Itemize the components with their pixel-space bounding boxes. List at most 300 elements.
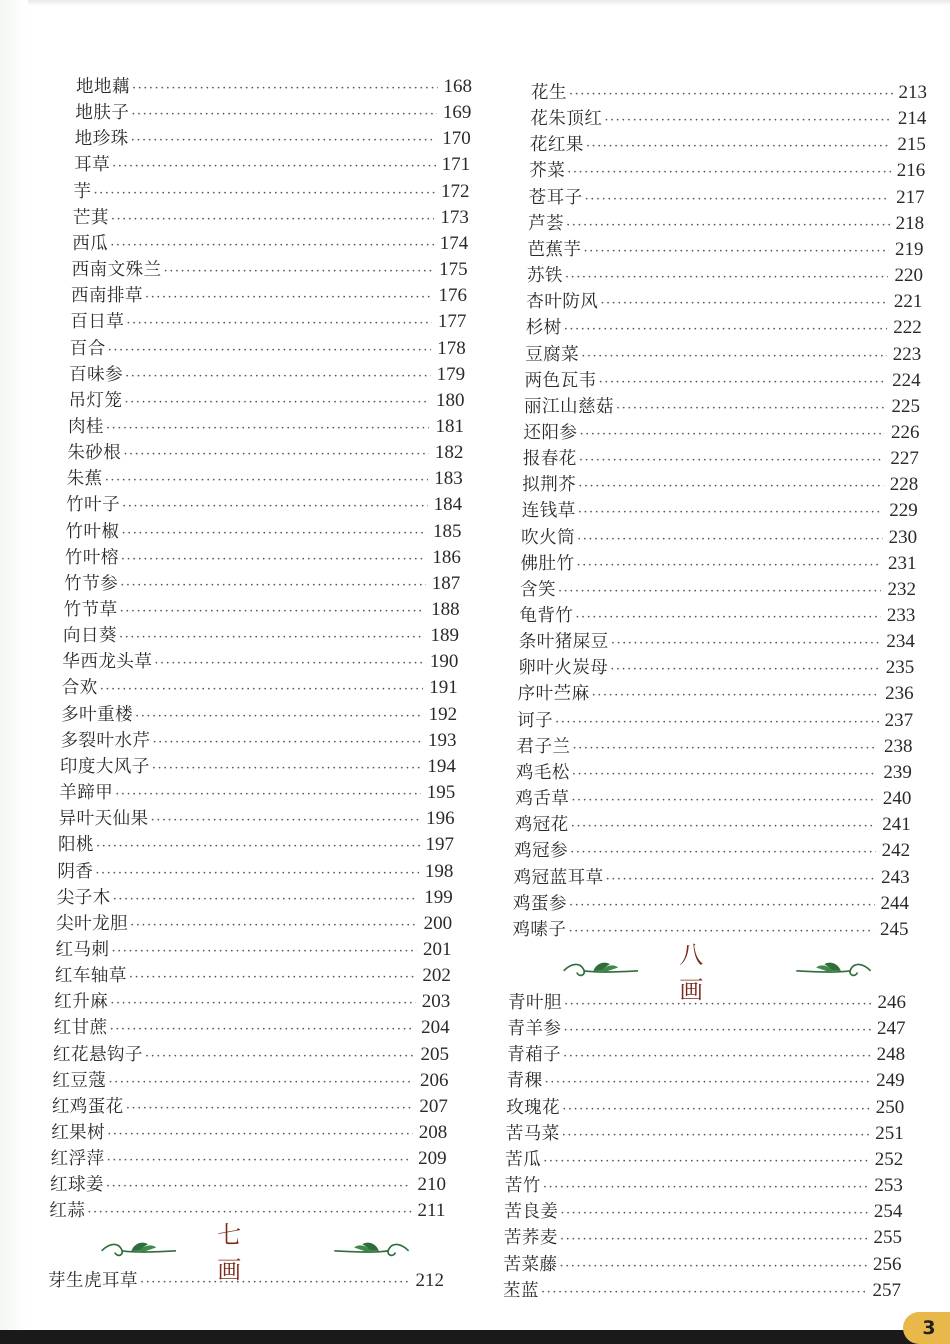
toc-entry [508,1016,906,1042]
entry-page-number: 169 [442,102,472,124]
entry-page-number: 216 [896,160,926,182]
entry-page-number: 231 [888,552,917,574]
toc-entry [522,498,918,524]
entry-page-number: 226 [890,421,920,443]
entry-page-number: 183 [434,468,463,490]
leader-dots [94,181,436,207]
toc-entry [56,937,452,963]
entry-name: 西瓜 [72,233,109,254]
entry-name: 红蒜 [49,1201,86,1222]
toc-entry [59,806,455,832]
entry-page-number: 254 [873,1201,903,1223]
toc-entry [524,394,920,420]
left-margin-decoration [0,0,28,1330]
leader-dots [584,239,890,265]
toc-entry [51,1120,447,1146]
leader-dots [121,521,427,547]
leader-dots [573,736,879,762]
entry-page-number: 220 [894,265,923,287]
entry-name: 芥菜 [529,161,566,182]
toc-entry [68,414,464,440]
page-bottom-bar [0,1330,950,1344]
entry-page-number: 213 [898,82,927,103]
entry-page-number: 177 [437,311,467,333]
page-number: 3 [922,1317,936,1339]
vine-ornament-left-icon [100,1235,179,1265]
toc-entry [515,786,911,812]
entry-page-number: 225 [891,395,921,417]
leader-dots [125,390,431,416]
entry-name: 西南文殊兰 [71,260,162,281]
leader-dots [126,1096,414,1122]
toc-entry [69,388,465,414]
toc-entry [515,812,911,838]
toc-entry [63,623,459,649]
leader-dots [112,154,436,180]
entry-name: 君子兰 [516,736,571,757]
toc-entry [525,342,921,368]
entry-name: 羊蹄甲 [59,783,114,804]
leader-dots [569,893,875,919]
entry-name: 佛肚竹 [520,553,575,574]
toc-entry [504,1225,902,1251]
leader-dots [560,1227,868,1253]
entry-page-number: 227 [890,448,919,470]
toc-entry [505,1173,903,1199]
entry-name: 印度大风子 [59,756,150,777]
entry-name: 青稞 [506,1071,543,1092]
entry-name: 两色瓦韦 [524,370,597,391]
entry-page-number: 208 [418,1122,448,1143]
entry-name: 玫瑰花 [506,1097,561,1118]
entry-name: 苦竹 [504,1176,541,1197]
leader-dots [131,128,437,154]
leader-dots [154,651,424,677]
entry-page-number: 170 [442,128,471,150]
entry-page-number: 239 [883,761,912,783]
entry-page-number: 171 [441,154,471,176]
entry-page-number: 238 [884,735,913,757]
toc-entry [57,859,453,885]
section-title-seven: 七 画 [217,1221,262,1284]
entry-name: 吊灯笼 [68,390,123,411]
toc-entry [55,963,451,989]
entry-page-number: 223 [892,343,922,365]
toc-entry [61,702,457,728]
leader-dots [120,599,426,625]
entry-page-number: 212 [415,1270,444,1291]
toc-entry [519,603,915,629]
toc-entry [522,472,918,498]
vine-ornament-right-icon [331,1235,410,1265]
entry-name: 鸡冠蓝耳草 [513,867,604,888]
entry-page-number: 206 [419,1069,449,1091]
toc-entry [61,728,457,754]
leader-dots [579,448,885,474]
toc-entry [75,126,471,152]
entry-name: 向日葵 [62,626,117,647]
entry-name: 还阳参 [523,422,578,443]
entry-name: 苦菜藤 [503,1254,558,1275]
entry-name: 报春花 [522,449,577,470]
entry-name: 竹叶榕 [64,547,119,568]
toc-entry [526,289,922,315]
entry-name: 芽生虎耳草 [48,1271,138,1291]
leader-dots [145,285,433,311]
leader-dots [541,1280,867,1306]
toc-entry [60,754,456,780]
toc-entry [64,571,460,597]
leader-dots [107,1122,413,1148]
entry-name: 西南排草 [71,286,144,307]
toc-entry [528,237,924,263]
toc-entry [527,263,923,289]
toc-entry [530,106,926,132]
entry-name: 豆腐菜 [525,344,580,365]
toc-entry [64,597,460,623]
entry-name: 红鸡蛋花 [51,1096,124,1117]
entry-page-number: 194 [427,755,456,777]
entry-page-number: 184 [433,494,463,516]
entry-name: 红花悬钩子 [53,1044,144,1065]
toc-entry [62,675,458,701]
toc-entry [518,655,914,681]
entry-page-number: 251 [875,1122,904,1144]
entry-name: 尖子木 [56,887,111,908]
leader-dots [135,704,423,730]
toc-entry [514,865,910,891]
entry-name: 青叶胆 [508,993,562,1013]
leader-dots [129,965,417,991]
toc-entry [66,492,462,518]
entry-name: 连钱草 [521,501,576,522]
toc-entry [54,1015,450,1041]
entry-page-number: 168 [443,76,472,97]
leader-dots [113,887,419,913]
vine-ornament-left-icon [562,955,641,985]
leader-dots [108,1070,414,1096]
leader-dots [600,291,888,317]
toc-entry [529,185,925,211]
entry-name: 含笑 [519,579,556,600]
entry-page-number: 247 [877,1018,906,1040]
entry-name: 竹节参 [64,573,119,594]
toc-entry [65,519,461,545]
entry-page-number: 201 [423,938,452,960]
entry-page-number: 192 [428,703,458,725]
entry-page-number: 179 [436,363,466,385]
toc-entry [516,760,912,786]
leader-dots [543,1175,869,1201]
entry-name: 地肤子 [75,103,130,124]
entry-page-number: 207 [419,1095,448,1117]
entry-name: 苍耳子 [528,187,583,208]
leader-dots [153,730,423,756]
leader-dots [571,814,877,840]
entry-name: 红球姜 [49,1175,104,1196]
toc-entry [56,911,452,937]
leader-dots [121,547,427,573]
entry-page-number: 257 [872,1279,902,1301]
section-header-eight-strokes [562,941,872,1004]
entry-page-number: 211 [417,1200,446,1222]
toc-entry [520,577,916,603]
entry-page-number: 243 [881,866,910,888]
entry-page-number: 180 [436,389,465,411]
entry-page-number: 242 [881,840,911,862]
entry-page-number: 196 [426,808,455,830]
entry-page-number: 181 [435,415,464,437]
entry-page-number: 175 [439,259,468,281]
entry-page-number: 222 [893,317,922,339]
leader-dots [119,625,425,651]
leader-dots [545,1070,871,1096]
entry-page-number: 195 [426,782,456,804]
entry-name: 红果树 [51,1123,106,1143]
toc-entry [62,649,458,675]
entry-name: 条叶猪屎豆 [518,632,609,653]
entry-name: 鸡嗉子 [512,919,567,940]
toc-entry [67,440,463,466]
leader-dots [606,867,876,893]
entry-name: 尖叶龙胆 [56,913,129,934]
toc-entry [72,231,468,257]
entry-name: 苤蓝 [503,1280,540,1301]
leader-dots [120,573,426,599]
toc-entry [523,420,919,446]
entry-page-number: 219 [895,238,924,260]
toc-entry [531,80,927,106]
entry-name: 苦良姜 [504,1202,559,1223]
leader-dots [592,683,880,709]
entry-page-number: 228 [889,474,919,496]
leader-dots [95,861,419,887]
toc-entry [53,1042,449,1068]
entry-name: 鸡冠花 [514,815,569,836]
entry-page-number: 217 [896,186,925,208]
entry-name: 阳桃 [58,835,95,856]
entry-name: 百味参 [69,364,124,385]
leader-dots [106,1174,412,1200]
entry-page-number: 191 [429,677,458,699]
leader-dots [151,808,421,834]
entry-page-number: 234 [886,631,915,653]
entry-name: 竹叶子 [66,495,121,516]
entry-name: 百合 [69,338,106,359]
entry-name: 百日草 [70,312,125,333]
entry-page-number: 236 [885,683,914,705]
entry-name: 苏铁 [526,266,563,287]
leader-dots [105,468,429,494]
leader-dots [110,991,416,1017]
entry-name: 杉树 [525,318,562,339]
entry-name: 肉桂 [67,416,104,437]
vine-ornament-right-icon [793,955,872,985]
toc-entry [514,838,910,864]
leader-dots [558,579,882,605]
entry-page-number: 205 [420,1043,450,1065]
toc-entry [72,257,468,283]
entry-name: 芦荟 [528,213,565,234]
entry-name: 苦马菜 [505,1123,560,1144]
entry-name: 异叶天仙果 [58,809,149,830]
leader-dots [555,710,879,736]
toc-entry [65,545,461,571]
entry-name: 地珍珠 [74,129,129,150]
entry-name: 青羊参 [507,1019,562,1040]
leader-dots [611,631,881,657]
toc-entry [506,1121,904,1147]
leader-dots [571,788,877,814]
leader-dots [581,344,887,370]
entry-name: 鸡蛋参 [513,893,568,914]
entry-page-number: 197 [425,834,455,856]
toc-entry [504,1199,902,1225]
entry-name: 红浮萍 [50,1149,105,1170]
entry-name: 阴香 [57,861,94,882]
entry-name: 多叶重楼 [61,704,134,725]
entry-name: 苦瓜 [505,1149,542,1170]
leader-dots [616,396,886,422]
leader-dots [111,207,435,233]
toc-entry [523,446,919,472]
leader-dots [577,527,883,553]
leader-dots [123,442,429,468]
entry-page-number: 202 [422,965,451,987]
toc-entry [74,152,470,178]
entry-name: 吹火筒 [521,527,576,548]
entry-page-number: 198 [424,860,454,882]
entry-page-number: 214 [897,108,927,130]
entry-page-number: 209 [418,1148,447,1170]
entry-name: 鸡毛松 [515,762,570,783]
leader-dots [106,416,430,442]
entry-name: 华西龙头草 [62,652,153,673]
entry-name: 竹节草 [63,600,118,620]
leader-dots [570,840,876,866]
entry-page-number: 249 [876,1070,905,1092]
entry-name: 多裂叶水芹 [60,730,151,751]
toc-entry [58,832,454,858]
entry-page-number: 224 [892,369,921,391]
section-title-eight: 八 画 [679,941,724,1004]
leader-dots [562,1123,870,1149]
toc-entry [521,551,917,577]
entry-page-number: 250 [875,1096,905,1118]
entry-page-number: 232 [887,578,916,600]
toc-entry [518,681,914,707]
toc-entry [73,205,469,231]
entry-name: 耳草 [74,155,111,176]
toc-entry [50,1172,446,1198]
entry-page-number: 221 [893,291,923,313]
toc-entry [517,708,913,734]
toc-entry [52,1068,448,1094]
entry-page-number: 186 [432,546,461,568]
leader-dots [610,657,880,683]
toc-entry [69,362,465,388]
leader-dots [577,553,883,579]
entry-page-number: 185 [432,520,462,542]
entry-name: 朱蕉 [66,469,103,490]
toc-entry [70,309,466,335]
leader-dots [107,1148,413,1174]
entry-page-number: 246 [877,992,906,1013]
toc-entry [75,100,471,126]
entry-name: 花生 [531,83,567,103]
leader-dots [122,494,428,520]
entry-page-number: 215 [897,134,926,156]
toc-entry [504,1252,902,1278]
leader-dots [110,233,434,259]
entry-page-number: 210 [417,1174,446,1196]
leader-dots [564,317,888,343]
leader-dots [604,108,892,134]
entry-name: 红升麻 [54,992,109,1013]
entry-page-number: 244 [880,892,910,914]
leader-dots [560,1201,868,1227]
toc-entry [506,1095,904,1121]
leader-dots [112,939,418,965]
entry-page-number: 200 [423,912,453,934]
leader-dots [132,76,438,102]
entry-name: 鸡冠参 [514,841,569,862]
entry-page-number: 178 [437,337,466,359]
toc-entry [530,132,926,158]
toc-entry [70,336,466,362]
toc-entry [503,1278,901,1304]
toc-entry [517,734,913,760]
leader-dots [125,364,431,390]
entry-page-number: 256 [873,1253,902,1275]
entry-page-number: 235 [885,657,915,679]
page-top-edge [0,0,950,6]
entry-name: 红豆蔻 [52,1070,107,1091]
entry-page-number: 255 [873,1227,902,1249]
entry-page-number: 187 [431,572,461,594]
entry-name: 芋 [73,181,92,202]
leader-dots [586,134,892,160]
leader-dots [108,338,432,364]
leader-dots [569,82,893,108]
entry-page-number: 233 [886,605,916,626]
leader-dots [575,605,881,631]
leader-dots [145,1044,415,1070]
entry-name: 地地藕 [76,77,130,97]
leader-dots [579,422,885,448]
toc-entry [59,780,455,806]
entry-name: 合欢 [61,678,98,699]
toc-entry [54,989,450,1015]
entry-page-number: 193 [428,729,457,751]
entry-page-number: 218 [895,212,925,234]
leader-dots [562,1097,870,1123]
entry-name: 竹叶椒 [65,521,120,542]
toc-entry [529,158,925,184]
entry-page-number: 240 [882,788,912,810]
toc-entry [71,283,467,309]
leader-dots [599,370,887,396]
leader-dots [578,500,884,526]
leader-dots [131,102,437,128]
toc-entry [74,179,470,205]
leader-dots [130,913,418,939]
leader-dots [164,259,434,285]
toc-entry [519,629,915,655]
leader-dots [563,1044,871,1070]
entry-name: 芒萁 [72,207,109,228]
entry-name: 花朱顶红 [530,109,603,130]
